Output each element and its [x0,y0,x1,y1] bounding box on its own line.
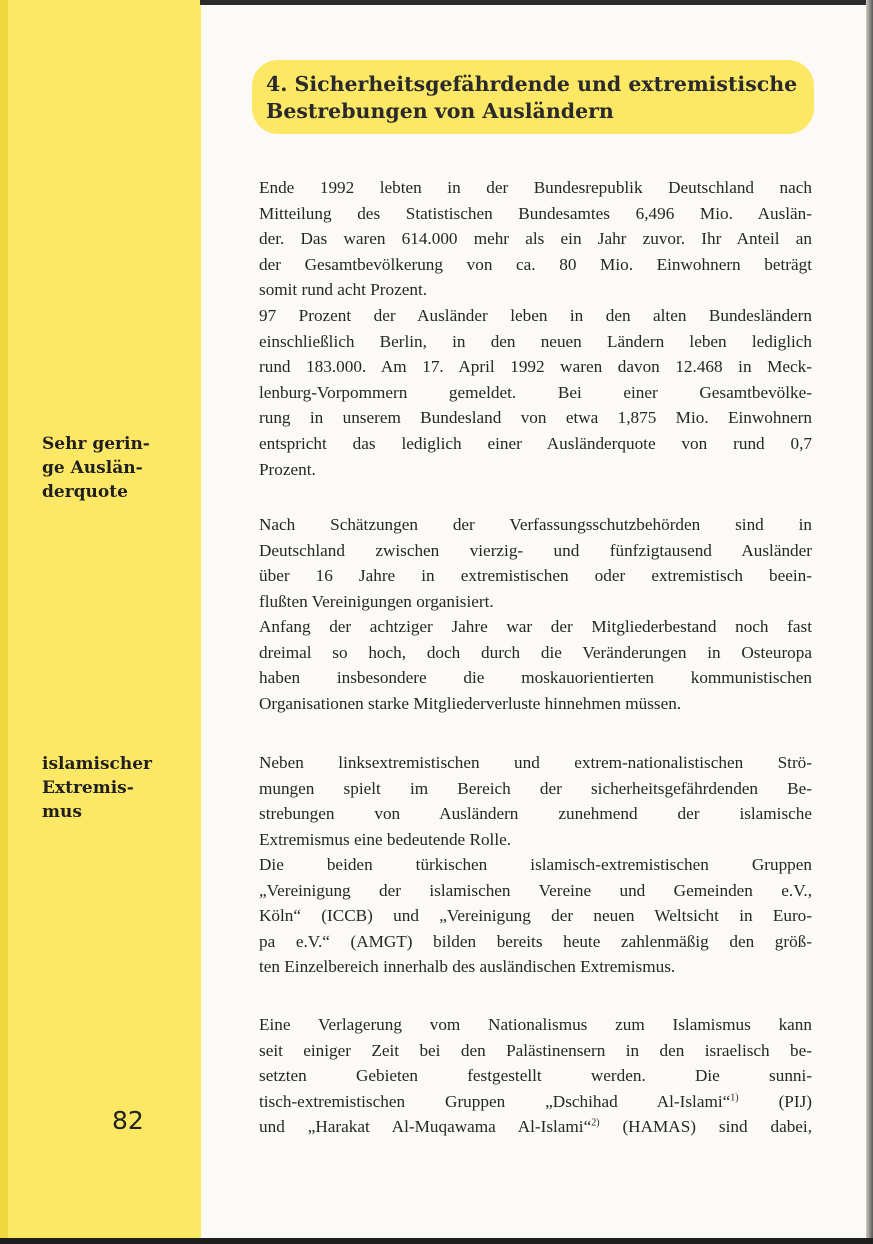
text-line: der Gesamtbevölkerung von ca. 80 Mio. Einwohnern beträgt [259,254,812,274]
text-line: Köln“ (ICCB) und „Vereinigung der neuen Weltsicht in Euro- [259,906,812,926]
text-line: Die beiden türkischen islamisch-extremistischen Gruppen [259,855,812,874]
footnote-ref-2: 2) [591,1117,600,1129]
text-line-footnote [259,1114,812,1140]
text-line: über 16 Jahre in extremistischen oder extremistisch beein- [259,566,812,586]
margin-note-line: islamischer [42,754,153,774]
text-line: somit rund acht Prozent. [259,280,428,300]
text-line: rund 183.000. Am 17. April 1992 waren davon 12.468 in Meck- [259,357,812,377]
text-fragment: (PIJ) [738,1091,812,1111]
text-line: dreimal so hoch, doch durch die Veränderungen in Osteuropa [259,642,812,662]
text-line: einschließlich Berlin, in den neuen Ländern leben lediglich [259,331,812,351]
text-line: Eine Verlagerung vom Nationalismus zum Islamismus kann [259,1015,812,1034]
margin-note-auslaenderquote [42,432,182,504]
text-line: Extremismus eine bedeutende Rolle. [259,829,512,849]
text-line: Mitteilung des Statistischen Bundesamtes 6,496 Mio. Auslän- [259,203,812,223]
text-line-footnote [259,1089,812,1115]
margin-note-line: Extremis- [42,778,134,798]
footnote-ref-1: 1) [730,1092,739,1104]
margin-sidebar [0,0,201,1238]
text-line: Organisationen starke Mitgliederverluste hinnehmen müssen. [259,693,682,713]
text-line: pa e.V.“ (AMGT) bilden bereits heute zahlenmäßig den größ- [259,931,812,951]
text-line: haben insbesondere die moskauorientierten kommunistischen [259,668,812,688]
text-fragment: tisch-extremistischen Gruppen „Dschihad Al-Islami“ [259,1091,731,1111]
text-line: flußten Vereinigungen organisiert. [259,591,494,611]
text-line: strebungen von Ausländern zunehmend der islamische [259,804,812,824]
text-line: entspricht das lediglich einer Ausländerquote von rund 0,7 [259,433,812,453]
text-line: Deutschland zwischen vierzig- und fünfzigtausend Ausländer [259,540,812,560]
text-line: mungen spielt im Bereich der sicherheitsgefährdenden Be- [259,778,812,798]
paragraph-mitgliederbestand [259,614,812,716]
text-line: seit einiger Zeit bei den Palästinensern in den israelisch be- [259,1040,812,1060]
paragraph-statistics [259,175,812,303]
text-line: Nach Schätzungen der Verfassungsschutzbehörden sind in [259,515,812,534]
text-line: ten Einzelbereich innerhalb des ausländischen Extremismus. [259,957,676,977]
page-edge-shadow [866,0,873,1244]
text-line: Neben linksextremistischen und extrem-nationalistischen Strö- [259,753,812,772]
text-line: Prozent. [259,459,316,479]
text-fragment: und „Harakat Al-Muqawama Al-Islami“ [259,1117,592,1137]
sidebar-edge [0,0,8,1238]
margin-note-line: Sehr gerin- [42,434,150,454]
heading-line: 4. Sicherheitsgefährdende und extremistische [266,72,798,96]
top-rule [200,0,873,5]
heading-line: Bestrebungen von Ausländern [266,99,614,123]
margin-note-islamischer-extremismus [42,752,182,824]
text-line: Anfang der achtziger Jahre war der Mitgliederbestand noch fast [259,617,812,636]
margin-note-line: mus [42,802,82,822]
margin-note-line: ge Auslän- [42,458,143,478]
text-line: rung in unserem Bundesland von etwa 1,875 Mio. Einwohnern [259,408,812,428]
text-line: setzten Gebieten festgestellt werden. Die sunni- [259,1066,812,1086]
section-heading [252,60,814,134]
bottom-rule [0,1238,873,1244]
text-line: Ende 1992 lebten in der Bundesrepublik Deutschland nach [259,178,812,197]
paragraph-schaetzungen [259,512,812,614]
paragraph-bundeslaender [259,303,812,482]
paragraph-tuerkische-gruppen [259,852,812,980]
text-fragment: (HAMAS) sind dabei, [599,1117,812,1137]
text-line: 97 Prozent der Ausländer leben in den alten Bundesländern [259,306,812,325]
text-line: „Vereinigung der islamischen Vereine und Gemeinden e.V., [259,880,812,900]
paragraph-palaestinenser [259,1012,812,1140]
text-line: lenburg-Vorpommern gemeldet. Bei einer Gesamtbevölke- [259,382,812,402]
page-number: 82 [112,1106,144,1135]
margin-note-line: derquote [42,482,128,502]
paragraph-extremismus [259,750,812,852]
text-line: der. Das waren 614.000 mehr als ein Jahr zuvor. Ihr Anteil an [259,229,812,249]
